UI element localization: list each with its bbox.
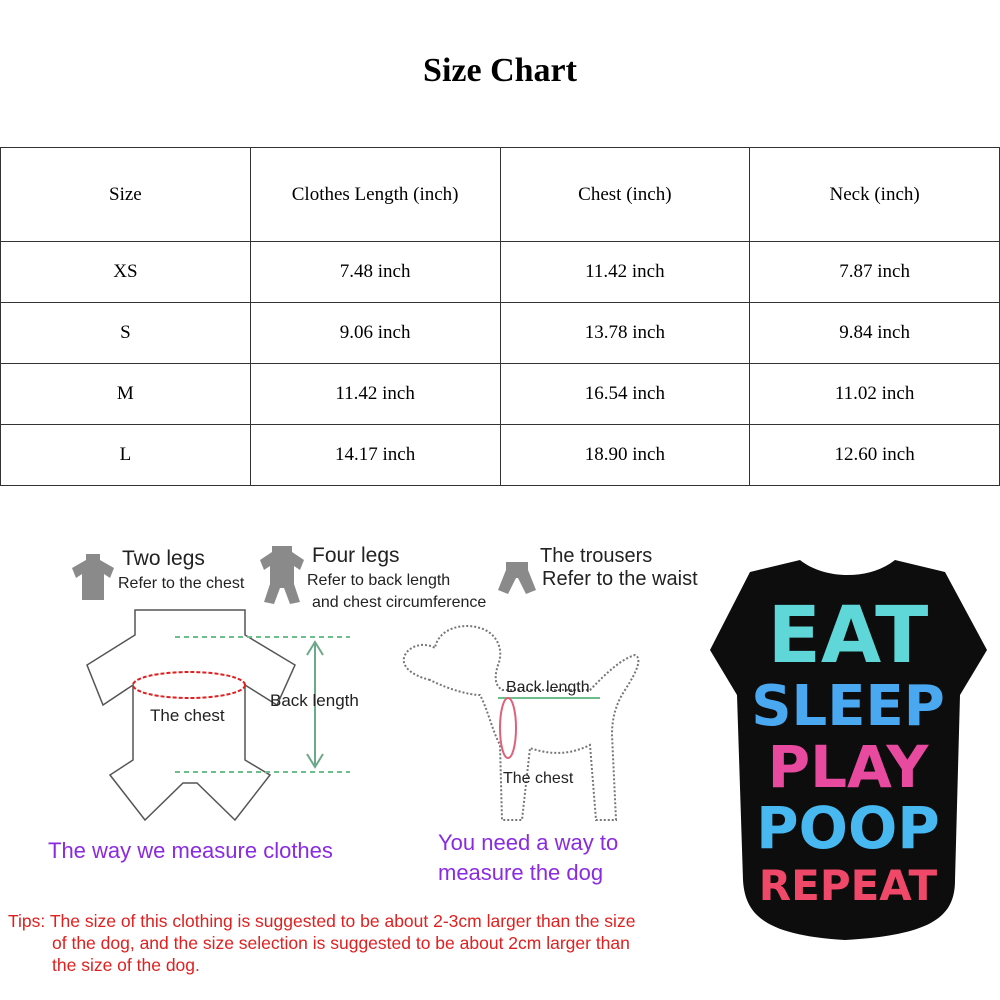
header-size: Size (1, 148, 251, 242)
shirt-text-play: PLAY (767, 733, 929, 801)
dog-chest-label: The chest (503, 770, 574, 787)
dog-back-length-label: Back length (506, 679, 590, 696)
cell-chest: 13.78 inch (500, 303, 750, 364)
trousers-desc: Refer to the waist (542, 568, 698, 590)
table-header-row (1, 148, 1000, 242)
cell-size: M (1, 364, 251, 425)
cell-size: L (1, 425, 251, 486)
dog-shirt-product-image (705, 550, 990, 950)
shirt-text-sleep: SLEEP (751, 674, 945, 739)
tips-line-2: of the dog, and the size selection is suggested to be about 2cm larger than (52, 933, 630, 953)
shirt-text-repeat: REPEAT (758, 861, 938, 910)
cell-size: XS (1, 242, 251, 303)
cell-neck: 12.60 inch (750, 425, 1000, 486)
cell-size: S (1, 303, 251, 364)
four-legs-suit-icon (258, 544, 306, 606)
tips-note (8, 910, 728, 976)
four-legs-desc-2: and chest circumference (312, 594, 487, 611)
four-legs-desc-1: Refer to back length (307, 572, 451, 589)
table-row (1, 242, 1000, 303)
cell-clothes-length: 14.17 inch (250, 425, 500, 486)
table-row (1, 364, 1000, 425)
cell-neck: 7.87 inch (750, 242, 1000, 303)
cell-chest: 16.54 inch (500, 364, 750, 425)
dog-caption-line1: You need a way to (438, 830, 619, 855)
size-table (0, 147, 1000, 486)
cell-neck: 11.02 inch (750, 364, 1000, 425)
four-legs-title: Four legs (312, 544, 400, 567)
dog-measure-diagram (390, 620, 650, 830)
two-legs-desc: Refer to the chest (118, 575, 245, 592)
cell-clothes-length: 9.06 inch (250, 303, 500, 364)
dog-caption-line2: measure the dog (438, 860, 604, 885)
header-clothes-length: Clothes Length (inch) (250, 148, 500, 242)
cell-chest: 11.42 inch (500, 242, 750, 303)
shirt-text-poop: POOP (756, 794, 940, 862)
trousers-icon (496, 560, 538, 596)
two-legs-title: Two legs (122, 547, 205, 570)
header-chest: Chest (inch) (500, 148, 750, 242)
shirt-text-eat: EAT (767, 591, 929, 681)
tips-line-3: the size of the dog. (52, 955, 200, 975)
cell-neck: 9.84 inch (750, 303, 1000, 364)
cell-clothes-length: 7.48 inch (250, 242, 500, 303)
cell-clothes-length: 11.42 inch (250, 364, 500, 425)
clothes-measure-diagram (85, 605, 385, 830)
page-title: Size Chart (423, 52, 577, 89)
clothes-back-length-label: Back length (270, 691, 359, 710)
table-row (1, 425, 1000, 486)
header-neck: Neck (inch) (750, 148, 1000, 242)
clothes-caption: The way we measure clothes (48, 838, 333, 863)
tips-line-1: Tips: The size of this clothing is suggested to be about 2-3cm larger than the size (8, 911, 636, 931)
cell-chest: 18.90 inch (500, 425, 750, 486)
two-legs-shirt-icon (70, 552, 116, 602)
clothes-chest-label: The chest (150, 706, 225, 725)
trousers-title: The trousers (540, 545, 653, 567)
table-row (1, 303, 1000, 364)
